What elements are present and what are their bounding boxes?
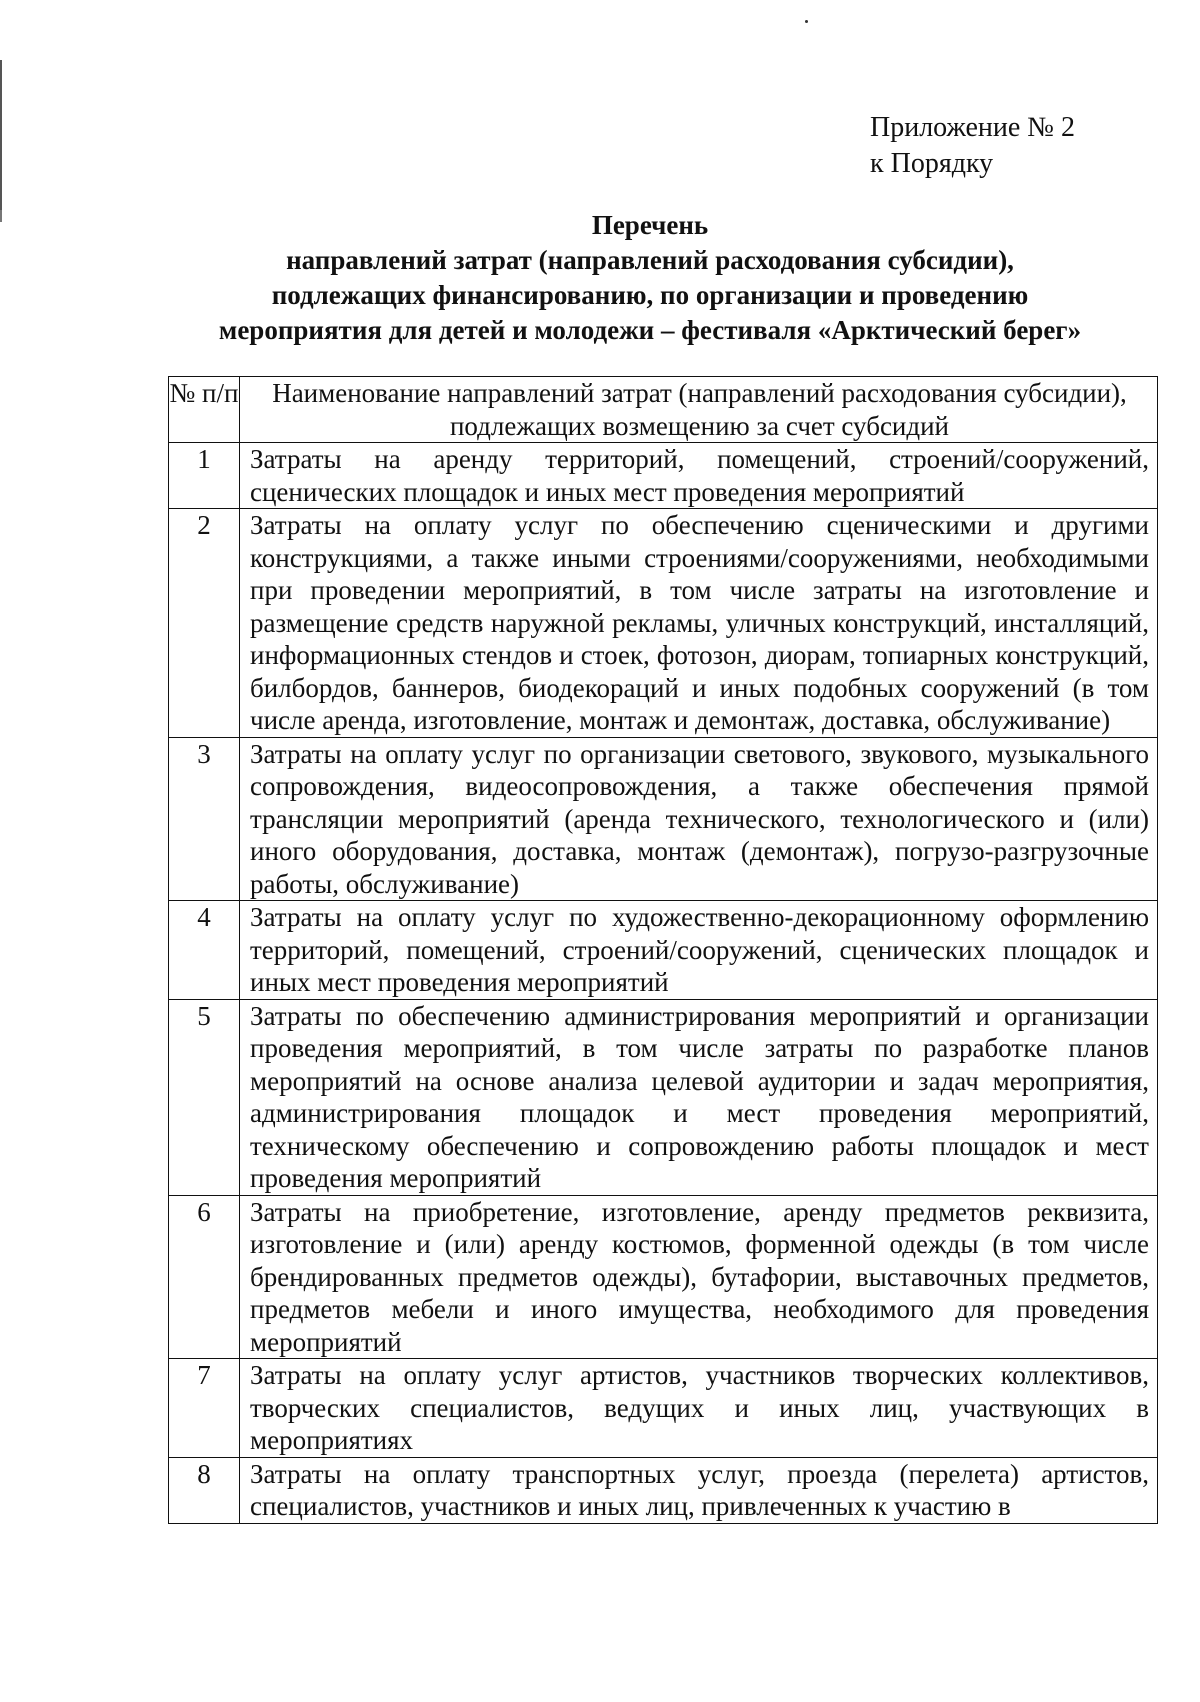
row-number: 3 (169, 737, 240, 901)
title-line-3: подлежащих финансированию, по организации и проведению (271, 280, 1029, 310)
cost-directions-table (168, 376, 1158, 1524)
appendix-reference (870, 110, 1075, 182)
row-text: Затраты на оплату услуг артистов, участников творческих коллективов, творческих специалистов, ведущих и иных лиц, участвующих в мероприятиях (240, 1359, 1158, 1458)
table-row (169, 1195, 1158, 1359)
appendix-order: к Порядку (870, 148, 994, 179)
title-line-2: направлений затрат (направлений расходования субсидии), (286, 245, 1014, 275)
table-row (169, 737, 1158, 901)
title-line-4: мероприятия для детей и молодежи – фестиваля «Арктический берег» (218, 315, 1082, 345)
appendix-number: Приложение № 2 (870, 112, 1075, 143)
table-row (169, 509, 1158, 738)
row-text: Затраты на аренду территорий, помещений, строений/сооружений, сценических площадок и иных мест проведения мероприятий (240, 443, 1158, 509)
header-name: Наименование направлений затрат (направлений расходования субсидии), подлежащих возмещению за счет субсидий (240, 377, 1158, 443)
scan-edge-mark (0, 60, 2, 220)
row-text: Затраты на оплату транспортных услуг, проезда (перелета) артистов, специалистов, участников и иных лиц, привлеченных к участию в (240, 1457, 1158, 1523)
row-number: 1 (169, 443, 240, 509)
row-text: Затраты на оплату услуг по обеспечению сценическими и другими конструкциями, а также иными строениями/сооружениями, необходимыми при проведении мероприятий, в том числе затраты на изготовление и размещение средств наружной рекламы, уличных конструкций, инсталляций, информационных стендов и стоек, фотозон, диорам, топиарных конструкций, билбордов, баннеров, биодекораций и иных подобных сооружений (в том числе аренда, изготовление, монтаж и демонтаж, доставка, обслуживание) (240, 509, 1158, 738)
row-number: 4 (169, 901, 240, 1000)
row-text: Затраты по обеспечению администрирования мероприятий и организации проведения мероприятий, в том числе затраты по разработке планов мероприятий на основе анализа целевой аудитории и задач мероприятия, администрирования площадок и мест проведения мероприятий, техническому обеспечению и сопровождению работы площадок и мест проведения мероприятий (240, 999, 1158, 1195)
title-line-1: Перечень (591, 210, 709, 240)
row-text: Затраты на оплату услуг по организации светового, звукового, музыкального сопровождения, видеосопровождения, а также обеспечения прямой трансляции мероприятий (аренда технического, технологического и (или) иного оборудования, доставка, монтаж (демонтаж), погрузо-разгрузочные работы, обслуживание) (240, 737, 1158, 901)
row-number: 5 (169, 999, 240, 1195)
row-number: 7 (169, 1359, 240, 1458)
row-number: 8 (169, 1457, 240, 1523)
scan-speck (805, 20, 808, 23)
header-number: № п/п (169, 377, 240, 443)
table-row (169, 443, 1158, 509)
table-header-row (169, 377, 1158, 443)
document-title (160, 208, 1140, 348)
row-number: 6 (169, 1195, 240, 1359)
table-row (169, 999, 1158, 1195)
table-row (169, 901, 1158, 1000)
row-text: Затраты на оплату услуг по художественно-декорационному оформлению территорий, помещений, строений/сооружений, сценических площадок и иных мест проведения мероприятий (240, 901, 1158, 1000)
scan-edge-mark (0, 210, 2, 222)
row-text: Затраты на приобретение, изготовление, аренду предметов реквизита, изготовление и (или) аренду костюмов, форменной одежды (в том числе брендированных предметов одежды), бутафории, выставочных предметов, предметов мебели и иного имущества, необходимого для проведения мероприятий (240, 1195, 1158, 1359)
table-row (169, 1457, 1158, 1523)
table-row (169, 1359, 1158, 1458)
row-number: 2 (169, 509, 240, 738)
